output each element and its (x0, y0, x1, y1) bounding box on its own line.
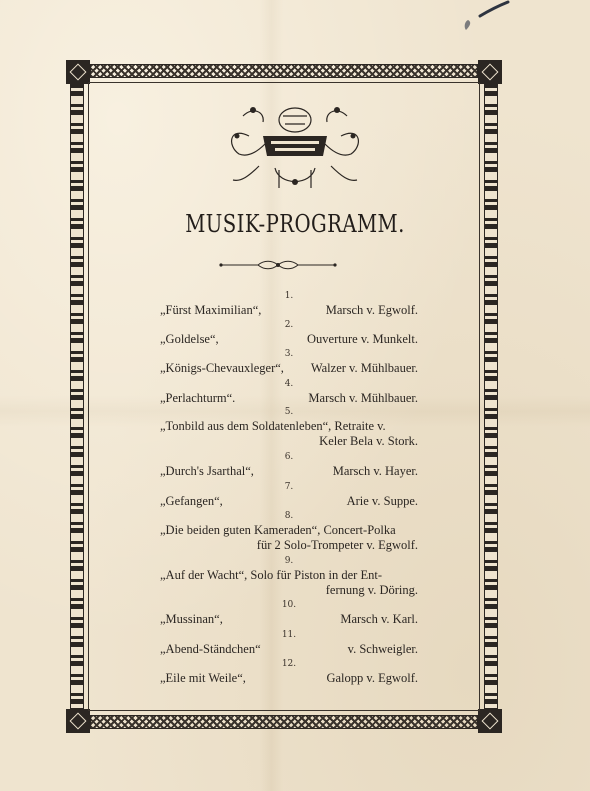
program-number: 8. (284, 511, 294, 521)
program-number: 1. (284, 291, 294, 301)
program-piece: „Mussinan“, (160, 612, 223, 626)
program-piece: „Auf der Wacht“, Solo für Piston in der Ent- (160, 568, 382, 582)
divider-ornament-icon (218, 258, 338, 272)
program-composer: fernung v. Döring. (325, 583, 418, 597)
border-corner-ornament (478, 60, 502, 84)
program-composer: Keler Bela v. Stork. (319, 434, 418, 448)
program-piece: „Fürst Maximilian“, (160, 303, 262, 317)
border-left (70, 84, 84, 709)
floral-vignette-icon (219, 96, 371, 196)
border-corner-ornament (66, 709, 90, 733)
border-bottom (90, 715, 478, 729)
page-title: MUSIK-PROGRAMM. (185, 210, 405, 238)
program-piece: „Durch's Jsarthal“, (160, 464, 254, 478)
program-composer: Marsch v. Egwolf. (325, 303, 418, 317)
program-piece: „Tonbild aus dem Soldatenleben“, Retraite v. (160, 419, 386, 433)
program-number: 12. (281, 659, 297, 669)
program-number: 5. (284, 407, 294, 417)
border-corner-ornament (66, 60, 90, 84)
program-piece: „Eile mit Weile“, (160, 671, 246, 685)
program-composer: Ouverture v. Munkelt. (307, 332, 418, 346)
program-number: 9. (284, 556, 294, 566)
program-number: 4. (284, 379, 294, 389)
border-right (484, 84, 498, 709)
ink-smudge (462, 0, 512, 40)
program-piece: „Abend-Ständchen“ (160, 642, 261, 656)
program-composer: Marsch v. Mühlbauer. (308, 391, 418, 405)
program-piece: „Gefangen“, (160, 494, 223, 508)
program-number: 11. (281, 630, 297, 640)
program-number: 10. (281, 600, 297, 610)
program-composer: Marsch v. Karl. (340, 612, 418, 626)
program-composer: Marsch v. Hayer. (332, 464, 418, 478)
border-top (90, 64, 478, 78)
program-number: 6. (284, 452, 294, 462)
program-piece: „Königs-Chevauxleger“, (160, 361, 284, 375)
program-composer: Galopp v. Egwolf. (326, 671, 418, 685)
program-piece: „Goldelse“, (160, 332, 219, 346)
program-composer: Walzer v. Mühlbauer. (310, 361, 418, 375)
program-piece: „Die beiden guten Kameraden“, Concert-Polka (160, 523, 396, 537)
border-corner-ornament (478, 709, 502, 733)
program-composer: für 2 Solo-Trompeter v. Egwolf. (256, 538, 418, 552)
program-number: 7. (284, 482, 294, 492)
program-composer: Arie v. Suppe. (346, 494, 418, 508)
program-piece: „Perlachturm“. (160, 391, 236, 405)
program-composer: v. Schweigler. (347, 642, 418, 656)
program-number: 3. (284, 349, 294, 359)
program-number: 2. (284, 320, 294, 330)
